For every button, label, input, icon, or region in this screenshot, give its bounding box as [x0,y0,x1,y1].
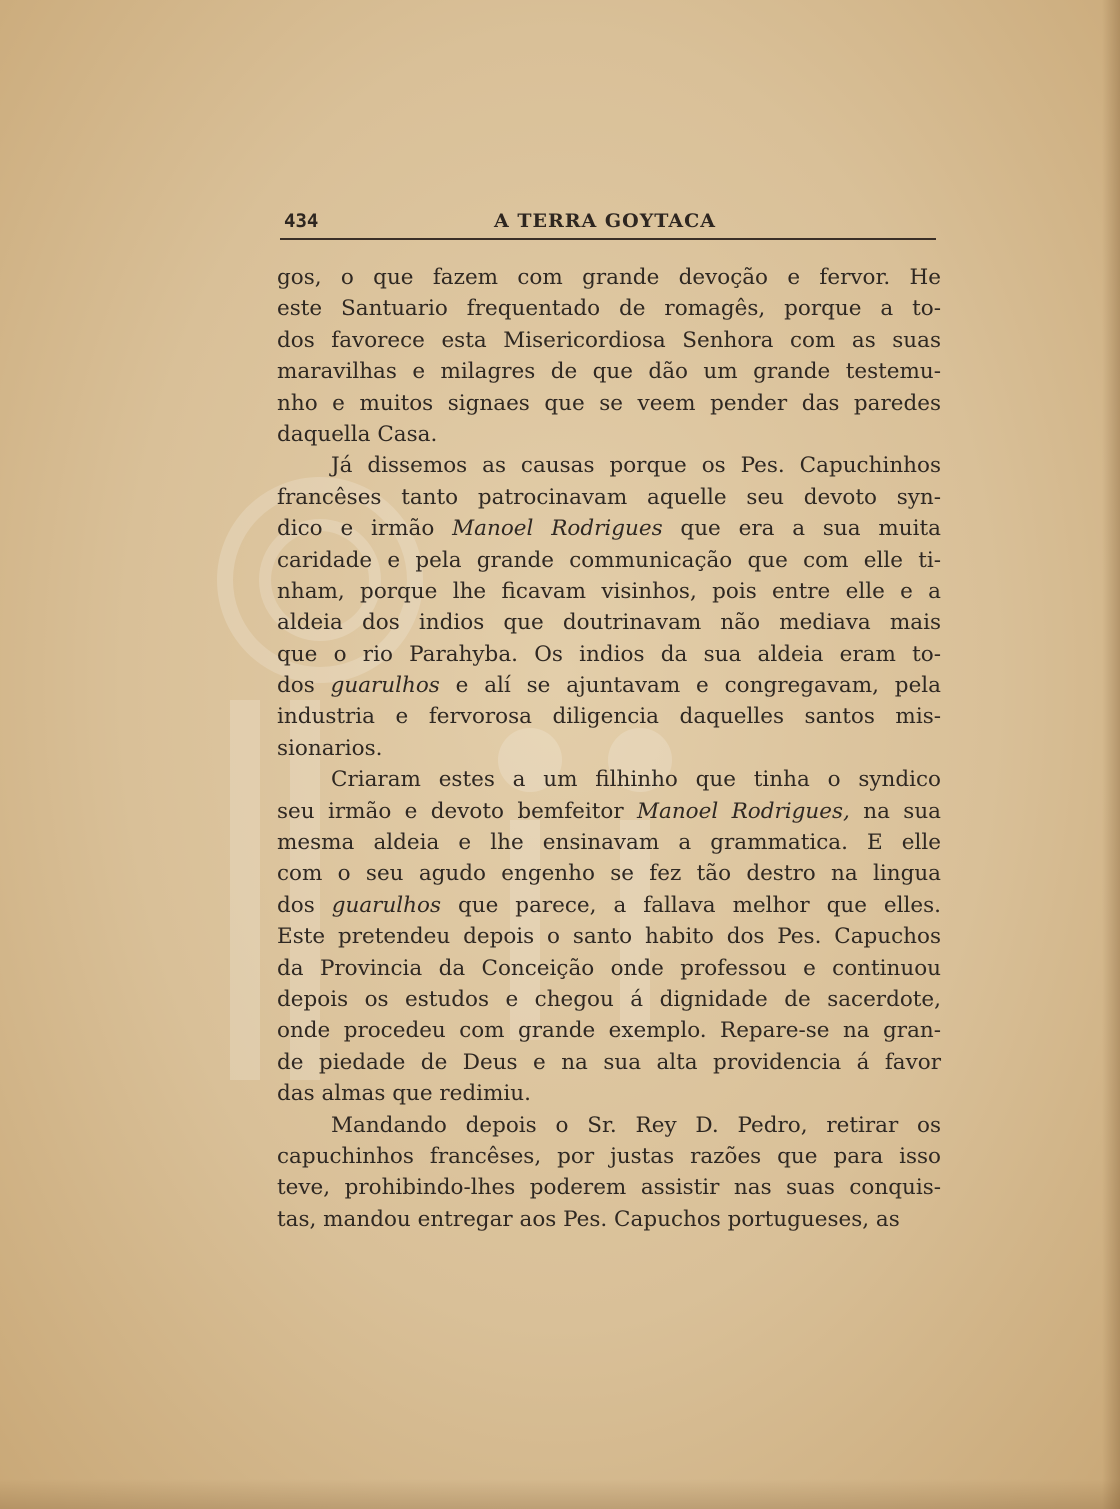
text-line: capuchinhos francêses, por justas razões que para isso [277,1143,941,1169]
text-line: Este pretendeu depois o santo habito dos Pes. Capuchos [277,924,941,950]
text-line: dico e irmão Manoel Rodrigues que era a sua muita [277,516,941,542]
text-line: sionarios. [277,735,383,761]
text-line: dos guarulhos e alí se ajuntavam e congregavam, pela [277,673,941,699]
text-line: tas, mandou entregar aos Pes. Capuchos portugueses, as [277,1206,900,1232]
text-line: onde procedeu com grande exemplo. Repare-se na gran- [277,1018,941,1044]
paragraph [277,1110,941,1236]
italic-name: guarulhos [330,673,440,699]
text-line: dos guarulhos que parece, a fallava melhor que elles. [277,892,941,918]
text-line: com o seu agudo engenho se fez tão destro na lingua [277,861,941,887]
text-line: que o rio Parahyba. Os indios da sua aldeia eram to- [277,641,941,667]
italic-name: Manoel Rodrigues [452,516,663,542]
page-header [280,210,936,240]
text-line: das almas que redimiu. [277,1081,531,1107]
text-line: da Provincia da Conceição onde professou e continuou [277,955,941,981]
text-line: de piedade de Deus e na sua alta providencia á favor [277,1049,941,1075]
paragraph [277,764,941,1109]
text-line: seu irmão e devoto bemfeitor Manoel Rodrigues, na sua [277,798,941,824]
page-edge-shadow [1102,0,1120,1509]
italic-name: guarulhos [331,892,441,918]
text-line: mesma aldeia e lhe ensinavam a grammatica. E elle [277,830,941,856]
text-line: caridade e pela grande communicação que com elle ti- [277,547,941,573]
text-line: francêses tanto patrocinavam aquelle seu devoto syn- [277,484,941,510]
text-line: dos favorece esta Misericordiosa Senhora com as suas [277,327,941,353]
running-title: A TERRA GOYTACA [494,210,716,232]
page-bottom-shadow [0,1479,1120,1509]
text-line: depois os estudos e chegou á dignidade de sacerdote, [277,986,941,1012]
text-line: aldeia dos indios que doutrinavam não mediava mais [277,610,941,636]
text-line: daquella Casa. [277,421,438,447]
text-line: Criaram estes a um filhinho que tinha o syndico [331,767,941,793]
text-line: nham, porque lhe ficavam visinhos, pois entre elle e a [277,578,941,604]
paragraph [277,450,941,764]
body-text [277,262,941,1235]
text-line: maravilhas e milagres de que dão um grande testemu- [277,359,941,385]
text-line: gos, o que fazem com grande devoção e fervor. He [277,265,941,290]
text-line: este Santuario frequentado de romagês, porque a to- [277,296,941,322]
page-number: 434 [284,210,319,232]
paragraph [277,262,941,450]
text-line: industria e fervorosa diligencia daquelles santos mis- [277,704,941,730]
italic-name: Manoel Rodrigues, [637,798,850,824]
text-line: Mandando depois o Sr. Rey D. Pedro, retirar os [331,1112,941,1138]
text-line: nho e muitos signaes que se veem pender das paredes [277,390,941,416]
text-line: teve, prohibindo-lhes poderem assistir nas suas conquis- [277,1175,941,1201]
text-line: Já dissemos as causas porque os Pes. Capuchinhos [331,453,941,479]
